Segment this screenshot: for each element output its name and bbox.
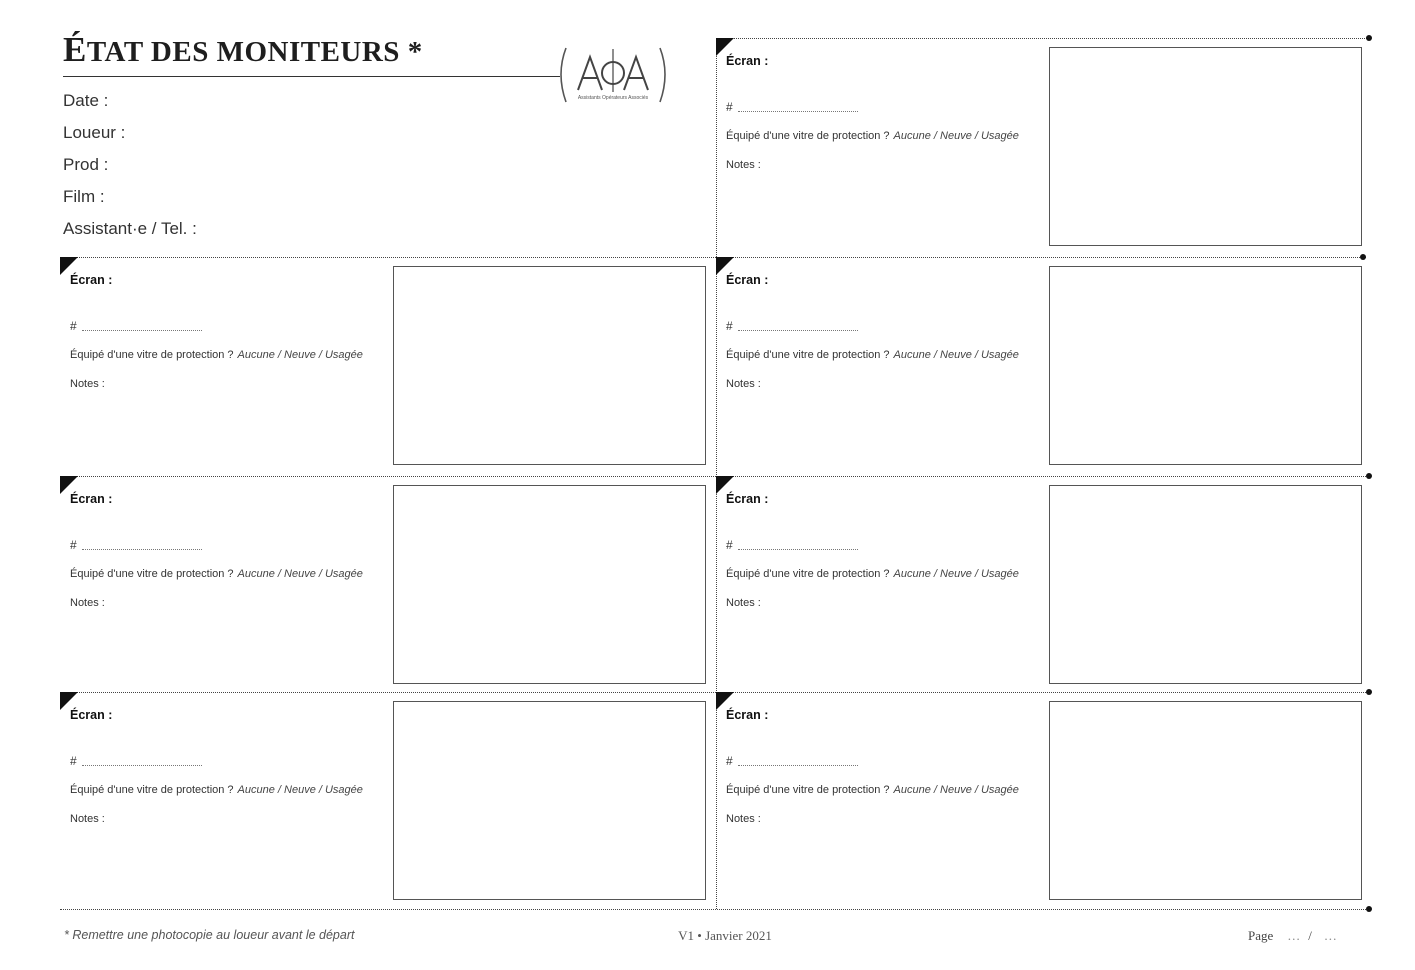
notes-label: Notes : <box>70 597 105 609</box>
notes-label: Notes : <box>726 378 761 390</box>
protection-question <box>726 568 1019 580</box>
protection-question <box>70 568 363 580</box>
monitor-sketch-box[interactable] <box>393 701 706 900</box>
monitor-sketch-box[interactable] <box>1049 485 1362 684</box>
grid-dot <box>1366 906 1372 912</box>
monitor-card <box>716 257 1366 469</box>
footer-version: V1 • Janvier 2021 <box>678 928 772 943</box>
serial-number-row <box>70 754 202 768</box>
footer-note: * Remettre une photocopie au loueur avant le départ <box>64 928 355 942</box>
hash-label: # <box>70 538 77 552</box>
protection-question <box>726 349 1019 361</box>
field-assistant: Assistant·e / Tel. : <box>63 219 197 238</box>
serial-number-field[interactable] <box>82 330 202 331</box>
grid-line-bottom <box>60 909 1370 910</box>
monitor-card <box>716 692 1366 904</box>
title-rest: TAT DES MONITEURS <box>86 36 400 68</box>
protection-question-label: Équipé d'une vitre de protection ? <box>726 568 890 580</box>
protection-question-label: Équipé d'une vitre de protection ? <box>726 349 890 361</box>
serial-number-field[interactable] <box>738 111 858 112</box>
screen-label: Écran : <box>726 492 769 506</box>
protection-question <box>726 130 1019 142</box>
hash-label: # <box>726 100 733 114</box>
screen-label: Écran : <box>726 708 769 722</box>
page-title <box>63 30 423 70</box>
monitor-card <box>60 257 710 469</box>
grid-dot <box>1366 689 1372 695</box>
monitor-sketch-box[interactable] <box>1049 266 1362 465</box>
page-current-field[interactable]: … <box>1287 928 1301 943</box>
screen-label: Écran : <box>70 492 113 506</box>
monitor-card <box>60 476 710 688</box>
page-total-field[interactable]: … <box>1323 928 1337 943</box>
hash-label: # <box>726 538 733 552</box>
protection-options: Aucune / Neuve / Usagée <box>237 349 363 361</box>
protection-options: Aucune / Neuve / Usagée <box>237 784 363 796</box>
serial-number-field[interactable] <box>738 330 858 331</box>
protection-question <box>70 784 363 796</box>
serial-number-row <box>726 754 858 768</box>
protection-question-label: Équipé d'une vitre de protection ? <box>726 784 890 796</box>
notes-label: Notes : <box>726 597 761 609</box>
page-label: Page <box>1248 928 1274 943</box>
protection-question <box>70 349 363 361</box>
screen-label: Écran : <box>726 273 769 287</box>
page-separator: / <box>1308 928 1312 943</box>
monitor-card <box>60 692 710 904</box>
serial-number-row <box>726 538 858 552</box>
notes-label: Notes : <box>726 159 761 171</box>
screen-label: Écran : <box>726 54 769 68</box>
serial-number-field[interactable] <box>738 549 858 550</box>
protection-question-label: Équipé d'une vitre de protection ? <box>70 568 234 580</box>
monitor-card <box>716 476 1366 688</box>
field-loueur: Loueur : <box>63 123 126 142</box>
title-asterisk: * <box>407 36 423 68</box>
protection-question <box>726 784 1019 796</box>
monitor-card <box>716 38 1366 250</box>
page-number <box>1248 928 1337 944</box>
field-prod: Prod : <box>63 155 109 174</box>
grid-dot <box>1366 473 1372 479</box>
serial-number-field[interactable] <box>82 549 202 550</box>
notes-label: Notes : <box>726 813 761 825</box>
screen-label: Écran : <box>70 708 113 722</box>
notes-label: Notes : <box>70 813 105 825</box>
title-underline <box>63 76 560 77</box>
protection-options: Aucune / Neuve / Usagée <box>237 568 363 580</box>
protection-options: Aucune / Neuve / Usagée <box>893 130 1019 142</box>
serial-number-row <box>70 319 202 333</box>
monitor-sketch-box[interactable] <box>1049 47 1362 246</box>
serial-number-field[interactable] <box>82 765 202 766</box>
protection-options: Aucune / Neuve / Usagée <box>893 568 1019 580</box>
serial-number-row <box>726 100 858 114</box>
protection-question-label: Équipé d'une vitre de protection ? <box>726 130 890 142</box>
serial-number-row <box>70 538 202 552</box>
protection-options: Aucune / Neuve / Usagée <box>893 784 1019 796</box>
monitor-sketch-box[interactable] <box>393 266 706 465</box>
hash-label: # <box>726 754 733 768</box>
notes-label: Notes : <box>70 378 105 390</box>
monitor-sketch-box[interactable] <box>393 485 706 684</box>
field-film: Film : <box>63 187 105 206</box>
screen-label: Écran : <box>70 273 113 287</box>
logo-tagline: Assistants Opérateurs Associés <box>577 95 649 101</box>
grid-dot <box>1366 35 1372 41</box>
hash-label: # <box>70 754 77 768</box>
protection-options: Aucune / Neuve / Usagée <box>893 349 1019 361</box>
serial-number-row <box>726 319 858 333</box>
monitor-sketch-box[interactable] <box>1049 701 1362 900</box>
hash-label: # <box>70 319 77 333</box>
protection-question-label: Équipé d'une vitre de protection ? <box>70 349 234 361</box>
field-date: Date : <box>63 91 109 110</box>
protection-question-label: Équipé d'une vitre de protection ? <box>70 784 234 796</box>
title-initial: É <box>63 30 87 69</box>
hash-label: # <box>726 319 733 333</box>
serial-number-field[interactable] <box>738 765 858 766</box>
